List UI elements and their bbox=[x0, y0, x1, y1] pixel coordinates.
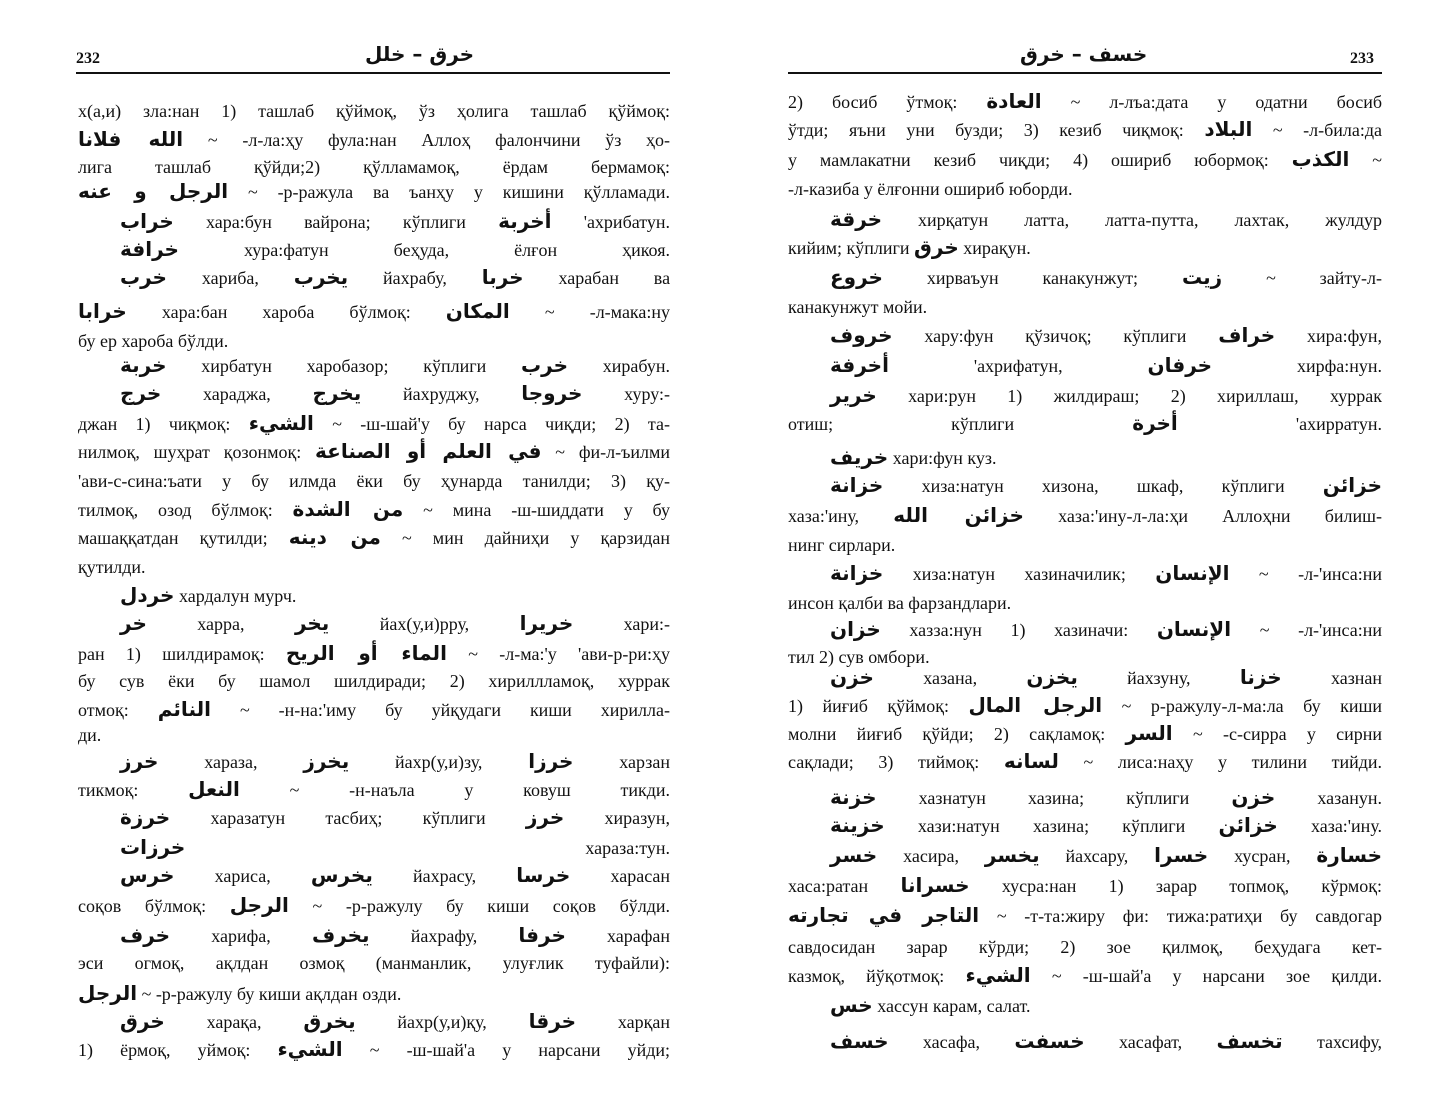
entry-line bbox=[78, 378, 670, 408]
translit-text: отмоқ: bbox=[78, 700, 129, 720]
translit-text: хазза:нун 1) хазиначи: bbox=[909, 620, 1129, 640]
entry-line bbox=[788, 870, 1382, 900]
translit-text: йахруджу, bbox=[403, 384, 480, 404]
arabic-word: الكذب bbox=[1291, 147, 1350, 171]
translit-text: хаза:'ину. bbox=[1310, 816, 1383, 836]
translit-text: нилмоқ, шуҳрат қозонмоқ: bbox=[78, 442, 302, 462]
translit-text: ~ -л-'инса:ни bbox=[1259, 620, 1383, 640]
entry-line bbox=[788, 614, 1382, 644]
arabic-word: خرير bbox=[830, 383, 877, 407]
translit-text: хасафат, bbox=[1119, 1032, 1183, 1052]
arabic-word: أخرة bbox=[1132, 411, 1178, 435]
translit-text: ~ -р-ражулу бу киши ақлдан озди. bbox=[141, 984, 402, 1004]
translit-text: соқов бўлмоқ: bbox=[78, 896, 207, 916]
entry-line bbox=[78, 1006, 670, 1036]
translit-text: хариба, bbox=[201, 268, 259, 288]
translit-text: машаққатдан қутилди; bbox=[78, 528, 268, 548]
translit-text: ~ зайту-л- bbox=[1266, 268, 1383, 288]
translit-text: ~ -р-ражула ва ъанҳу у кишини қўлламади. bbox=[247, 182, 671, 202]
translit-text: бу сув ёки бу шамол шилдиради; 2) хириллламоқ, хуррак bbox=[78, 671, 670, 691]
arabic-word: الرجل المال bbox=[968, 693, 1103, 717]
translit-text: хирқатун латта, латта-путта, лахтак, жулдур bbox=[918, 210, 1382, 230]
entry-line bbox=[78, 890, 670, 920]
translit-text: отиш; кўплиги bbox=[788, 414, 1015, 434]
entry-line bbox=[788, 350, 1382, 380]
translit-text: хуру:- bbox=[624, 384, 671, 404]
translit-text: ~ -н-на:'иму бу уйқудаги киши хирилла- bbox=[239, 700, 670, 720]
translit-text: йахсару, bbox=[1065, 846, 1129, 866]
arabic-word: يخسر bbox=[984, 843, 1040, 867]
arabic-word: خسارة bbox=[1316, 843, 1383, 867]
translit-text: хасира, bbox=[903, 846, 959, 866]
translit-text: ~ фи-л-ъилми bbox=[555, 442, 671, 462]
arabic-word: تخسف bbox=[1216, 1029, 1283, 1053]
translit-text: джан 1) чиқмоқ: bbox=[78, 414, 231, 434]
translit-text: ~ мина -ш-шиддати у бу bbox=[423, 500, 671, 520]
arabic-word: خر bbox=[120, 611, 147, 635]
translit-text: харазатун тасбиҳ; кўплиги bbox=[210, 808, 486, 828]
arabic-word: خروع bbox=[830, 265, 883, 289]
arabic-word: خراب bbox=[120, 209, 174, 233]
arabic-word: خرزة bbox=[120, 805, 171, 829]
entry-line bbox=[788, 718, 1382, 748]
entry-line bbox=[788, 960, 1382, 990]
arabic-word: خزائن bbox=[1218, 813, 1278, 837]
translit-text: хирваъун канакунжут; bbox=[926, 268, 1139, 288]
translit-text: тикмоқ: bbox=[78, 780, 139, 800]
translit-text: хаса:ратан bbox=[788, 876, 869, 896]
entry-line bbox=[78, 176, 670, 206]
translit-text: у мамлакатни кезиб чиқди; 4) ошириб юбормоқ: bbox=[788, 150, 1269, 170]
arabic-word: العادة bbox=[986, 89, 1042, 113]
arabic-word: الشيء bbox=[965, 963, 1031, 987]
arabic-word: خس bbox=[830, 993, 873, 1017]
entry-line bbox=[78, 774, 670, 804]
arabic-word: خسف bbox=[830, 1029, 889, 1053]
translit-text: ~ -с-сирра у сирни bbox=[1192, 724, 1383, 744]
arabic-word: خرقا bbox=[528, 1009, 577, 1033]
arabic-word: الرجل bbox=[229, 893, 289, 917]
arabic-word: خزن bbox=[1231, 785, 1276, 809]
entry-line bbox=[78, 802, 670, 832]
arabic-word: خرز bbox=[120, 749, 159, 773]
translit-text: ран 1) шилдирамоқ: bbox=[78, 644, 265, 664]
translit-text: сақлади; 3) тиймоқ: bbox=[788, 752, 980, 772]
arabic-word: خزنة bbox=[830, 785, 877, 809]
translit-text: харзан bbox=[619, 752, 670, 772]
translit-text: хари:рун 1) жилдираш; 2) хириллаш, хуррак bbox=[908, 386, 1383, 406]
translit-text: қутилди. bbox=[78, 557, 146, 577]
translit-text: хусран, bbox=[1234, 846, 1291, 866]
translit-text: лига ташлаб қўйди;2) қўлламамоқ, ёрдам бермамоқ: bbox=[78, 157, 670, 177]
page-number: 233 bbox=[1350, 50, 1374, 67]
arabic-word: خسفت bbox=[1014, 1029, 1085, 1053]
entry-line bbox=[788, 144, 1382, 174]
arabic-word: خرب bbox=[521, 353, 568, 377]
translit-text: хусра:нан 1) зарар топмоқ, кўрмоқ: bbox=[1001, 876, 1383, 896]
translit-text: харра, bbox=[197, 614, 245, 634]
translit-text: хари:- bbox=[623, 614, 671, 634]
entry-line bbox=[78, 948, 670, 978]
entry-line bbox=[788, 292, 1382, 322]
entry-line bbox=[788, 174, 1382, 204]
translit-text: йахр(у,и)қу, bbox=[397, 1012, 487, 1032]
arabic-word: خرب bbox=[120, 265, 167, 289]
arabic-word: خسرا bbox=[1154, 843, 1209, 867]
arabic-word: الشيء bbox=[248, 411, 314, 435]
arabic-word: خرفان bbox=[1147, 353, 1213, 377]
translit-text: хараджа, bbox=[202, 384, 271, 404]
translit-text: хирбатун харобазор; кўплиги bbox=[201, 356, 487, 376]
translit-text: бу ер хароба бўлди. bbox=[78, 331, 229, 351]
translit-text: хура:фатун беҳуда, ёлғон ҳикоя. bbox=[243, 240, 670, 260]
translit-text: -л-казиба у ёлғонни ошириб юборди. bbox=[788, 179, 1073, 199]
translit-text: хари:фун куз. bbox=[892, 448, 997, 468]
translit-text: 2) босиб ўтмоқ: bbox=[788, 92, 958, 112]
entry-line bbox=[78, 206, 670, 236]
entry-line bbox=[788, 114, 1382, 144]
header-rule bbox=[788, 72, 1382, 74]
entry-line bbox=[788, 900, 1382, 930]
arabic-word: الرجل bbox=[78, 981, 138, 1005]
translit-text: 1) ёрмоқ, уймоқ: bbox=[78, 1040, 251, 1060]
arabic-word: يخرب bbox=[293, 265, 349, 289]
translit-text: тил 2) сув омбори. bbox=[788, 647, 930, 667]
translit-text: хара:бун вайрона; кўплиги bbox=[206, 212, 466, 232]
translit-text: кийим; кўплиги bbox=[788, 238, 910, 258]
entry-line bbox=[788, 990, 1382, 1020]
translit-text: ~ л-лъа:дата у одатни босиб bbox=[1070, 92, 1383, 112]
page-number: 232 bbox=[76, 50, 100, 67]
entry-line bbox=[78, 262, 670, 292]
translit-text: х(а,и) зла:нан 1) ташлаб қўймоқ, ўз ҳолига ташлаб қўймоқ: bbox=[78, 101, 670, 121]
translit-text: хару:фун қўзичоқ; кўплиги bbox=[924, 326, 1187, 346]
arabic-word: خزنا bbox=[1239, 665, 1282, 689]
arabic-word: خزائن bbox=[1322, 473, 1382, 497]
translit-text: ~ bbox=[1372, 150, 1383, 170]
arabic-word: التاجر في تجارته bbox=[788, 903, 980, 927]
arabic-word: لسانه bbox=[1003, 749, 1059, 773]
entry-line bbox=[788, 662, 1382, 692]
translit-text: хиза:натун хизона, шкаф, кўплиги bbox=[921, 476, 1285, 496]
arabic-word: المكان bbox=[445, 299, 510, 323]
arabic-word: زيت bbox=[1181, 265, 1223, 289]
translit-text: хара:бан хароба бўлмоқ: bbox=[161, 302, 411, 322]
arabic-word: خرابا bbox=[78, 299, 127, 323]
arabic-word: في العلم أو الصناعة bbox=[315, 439, 542, 463]
translit-text: эси огмоқ, ақлдан озмоқ (манманлик, улуғлик туфайли): bbox=[78, 953, 670, 973]
translit-text: харасан bbox=[610, 866, 671, 886]
arabic-word: الإنسان bbox=[1156, 617, 1232, 641]
translit-text: харабан ва bbox=[558, 268, 671, 288]
translit-text: йахрасу, bbox=[413, 866, 477, 886]
running-head: خرق – خلل bbox=[365, 42, 475, 66]
translit-text: хази:натун хазина; кўплиги bbox=[917, 816, 1186, 836]
entry-line bbox=[788, 932, 1382, 962]
translit-text: ~ -л-била:да bbox=[1272, 120, 1383, 140]
arabic-word: خردل bbox=[120, 583, 175, 607]
translit-text: хаза:'ину, bbox=[788, 506, 860, 526]
translit-text: ~ -л-ма:'у 'ави-р-ри:ҳу bbox=[468, 644, 671, 664]
arabic-word: الله فلانا bbox=[78, 127, 184, 151]
entry-line bbox=[788, 204, 1382, 234]
translit-text: хассун карам, салат. bbox=[877, 996, 1031, 1016]
translit-text: 1) йиғиб қўймоқ: bbox=[788, 696, 949, 716]
translit-text: хасафа, bbox=[922, 1032, 981, 1052]
entry-line bbox=[78, 608, 670, 638]
entry-line bbox=[78, 234, 670, 264]
entry-line bbox=[78, 552, 670, 582]
translit-text: 'ахрифатун, bbox=[973, 356, 1063, 376]
entry-line bbox=[788, 840, 1382, 870]
translit-text: 'ахирратун. bbox=[1295, 414, 1383, 434]
entry-line bbox=[788, 782, 1382, 812]
arabic-word: يخرز bbox=[303, 749, 350, 773]
arabic-word: خرق bbox=[120, 1009, 165, 1033]
arabic-word: من الشدة bbox=[292, 497, 404, 521]
translit-text: хардалун мурч. bbox=[178, 586, 297, 606]
entry-line bbox=[788, 408, 1382, 438]
arabic-word: خربة bbox=[120, 353, 167, 377]
translit-text: тахсифу, bbox=[1316, 1032, 1383, 1052]
arabic-word: الماء أو الريح bbox=[285, 641, 447, 665]
entry-line bbox=[78, 466, 670, 496]
arabic-word: خريف bbox=[830, 445, 889, 469]
arabic-word: خرج bbox=[120, 381, 162, 405]
arabic-word: يخر bbox=[294, 611, 330, 635]
translit-text: 'ави-с-сина:ъати у бу илмда ёки бу ҳунарда танилди; 3) қу- bbox=[78, 471, 670, 491]
right-page bbox=[720, 0, 1440, 1114]
translit-text: ~ -л-'инса:ни bbox=[1258, 564, 1383, 584]
arabic-word: خرز bbox=[525, 805, 565, 829]
arabic-word: خروف bbox=[830, 323, 893, 347]
translit-text: нинг сирлари. bbox=[788, 535, 896, 555]
arabic-word: خرفا bbox=[518, 923, 566, 947]
arabic-word: يخرج bbox=[312, 381, 362, 405]
translit-text: тилмоқ, озод бўлмоқ: bbox=[78, 500, 273, 520]
arabic-word: خرقة bbox=[830, 207, 883, 231]
entry-line bbox=[78, 580, 670, 610]
arabic-word: خزن bbox=[830, 665, 874, 689]
arabic-word: الرجل و عنه bbox=[78, 179, 229, 203]
entry-line bbox=[788, 320, 1382, 350]
entry-line bbox=[78, 832, 670, 862]
entry-line bbox=[78, 124, 670, 154]
translit-text: харқан bbox=[617, 1012, 671, 1032]
arabic-word: خرق bbox=[914, 235, 959, 259]
entry-line bbox=[788, 86, 1382, 116]
entry-line bbox=[788, 810, 1382, 840]
arabic-word: خزينة bbox=[830, 813, 885, 837]
arabic-word: خرزات bbox=[120, 835, 186, 859]
entry-line bbox=[788, 470, 1382, 500]
arabic-word: يخرف bbox=[311, 923, 370, 947]
arabic-word: من دينه bbox=[288, 525, 381, 549]
arabic-word: خرف bbox=[120, 923, 171, 947]
arabic-word: السر bbox=[1125, 721, 1173, 745]
arabic-word: النعل bbox=[188, 777, 240, 801]
arabic-word: أخرفة bbox=[830, 353, 889, 377]
translit-text: ўтди; яъни уни бузди; 3) кезиб чиқмоқ: bbox=[788, 120, 1184, 140]
arabic-word: خريرا bbox=[519, 611, 574, 635]
translit-text: йахр(у,и)зу, bbox=[395, 752, 483, 772]
translit-text: ~ -л-мака:ну bbox=[544, 302, 671, 322]
translit-text: ~ р-ражулу-л-ма:ла бу киши bbox=[1121, 696, 1383, 716]
translit-text: хира:фун, bbox=[1307, 326, 1383, 346]
entry-line bbox=[78, 522, 670, 552]
translit-text: хиза:натун хазиначилик; bbox=[912, 564, 1126, 584]
entry-line bbox=[78, 1034, 670, 1064]
translit-text: ~ -л-ла:ҳу фула:нан Аллоҳ фалончини ўз ҳо- bbox=[207, 130, 671, 150]
arabic-word: خزان bbox=[830, 617, 881, 641]
translit-text: хиразун, bbox=[604, 808, 671, 828]
entry-line bbox=[78, 666, 670, 696]
entry-line bbox=[78, 350, 670, 380]
translit-text: хараза, bbox=[204, 752, 258, 772]
arabic-word: خسرانا bbox=[900, 873, 970, 897]
arabic-word: خرس bbox=[120, 863, 175, 887]
entry-line bbox=[788, 1026, 1382, 1056]
arabic-word: خرافة bbox=[120, 237, 179, 261]
arabic-word: الإنسان bbox=[1155, 561, 1230, 585]
translit-text: ~ -т-та:жиру фи: тижа:ратиҳи бу савдогар bbox=[996, 906, 1382, 926]
entry-line bbox=[78, 860, 670, 890]
arabic-word: خزانة bbox=[830, 561, 884, 585]
entry-line bbox=[788, 262, 1382, 292]
translit-text: хазнатун хазина; кўплиги bbox=[918, 788, 1190, 808]
translit-text: хараза:тун. bbox=[585, 838, 670, 858]
entry-line bbox=[788, 558, 1382, 588]
translit-text: хирабун. bbox=[602, 356, 670, 376]
arabic-word: يخرق bbox=[303, 1009, 356, 1033]
translit-text: хирфа:нун. bbox=[1296, 356, 1383, 376]
entry-line bbox=[78, 296, 670, 326]
arabic-word: النائم bbox=[157, 697, 211, 721]
translit-text: йахрабу, bbox=[383, 268, 447, 288]
entry-line bbox=[78, 978, 670, 1008]
entry-line bbox=[788, 500, 1382, 530]
entry-line bbox=[78, 746, 670, 776]
translit-text: йахрафу, bbox=[410, 926, 478, 946]
translit-text: хирақун. bbox=[963, 238, 1031, 258]
translit-text: ди. bbox=[78, 725, 102, 745]
arabic-word: الشيء bbox=[277, 1037, 343, 1061]
arabic-word: خزائن الله bbox=[893, 503, 1024, 527]
arabic-word: خراف bbox=[1218, 323, 1276, 347]
translit-text: ~ -н-наъла у ковуш тикди. bbox=[289, 780, 671, 800]
translit-text: хазанун. bbox=[1317, 788, 1383, 808]
translit-text: ~ лиса:наҳу у тилини тийди. bbox=[1083, 752, 1383, 772]
translit-text: йах(у,и)рру, bbox=[379, 614, 470, 634]
arabic-word: خروجا bbox=[521, 381, 583, 405]
entry-line bbox=[788, 232, 1382, 262]
translit-text: казмоқ, йўқотмоқ: bbox=[788, 966, 945, 986]
translit-text: ~ -ш-шай'а у нарсани уйди; bbox=[369, 1040, 670, 1060]
translit-text: харафан bbox=[607, 926, 671, 946]
arabic-word: خسر bbox=[830, 843, 878, 867]
entry-line bbox=[788, 690, 1382, 720]
translit-text: ~ -ш-шай'у бу нарса чиқди; 2) та- bbox=[332, 414, 670, 434]
translit-text: ~ -ш-шай'а у нарсани зое қилди. bbox=[1051, 966, 1382, 986]
translit-text: ~ -р-ражулу бу киши соқов бўлди. bbox=[312, 896, 671, 916]
translit-text: харифа, bbox=[211, 926, 271, 946]
entry-line bbox=[788, 746, 1382, 776]
arabic-word: خزانة bbox=[830, 473, 884, 497]
translit-text: харақа, bbox=[206, 1012, 262, 1032]
translit-text: йахзуну, bbox=[1127, 668, 1191, 688]
translit-text: хариса, bbox=[214, 866, 271, 886]
entry-line bbox=[78, 494, 670, 524]
running-head: خسف – خرق bbox=[1020, 42, 1148, 66]
arabic-word: خربا bbox=[481, 265, 524, 289]
arabic-word: خرسا bbox=[516, 863, 571, 887]
entry-line bbox=[78, 408, 670, 438]
translit-text: инсон қалби ва фарзандлари. bbox=[788, 593, 1012, 613]
entry-line bbox=[788, 530, 1382, 560]
translit-text: 'ахрибатун. bbox=[583, 212, 671, 232]
translit-text: хазана, bbox=[923, 668, 978, 688]
translit-text: канакунжут мойи. bbox=[788, 297, 928, 317]
arabic-word: يخرس bbox=[310, 863, 373, 887]
entry-line bbox=[78, 920, 670, 950]
entry-line bbox=[788, 380, 1382, 410]
translit-text: хазнан bbox=[1330, 668, 1383, 688]
translit-text: молни йиғиб қўйди; 2) сақламоқ: bbox=[788, 724, 1106, 744]
entry-line bbox=[78, 638, 670, 668]
header-rule bbox=[76, 72, 670, 74]
arabic-word: أخربة bbox=[498, 209, 552, 233]
entry-line bbox=[78, 96, 670, 126]
entry-line bbox=[788, 442, 1382, 472]
entry-line bbox=[78, 436, 670, 466]
translit-text: савдосидан зарар кўрди; 2) зое қилмоқ, беҳудага кет- bbox=[788, 937, 1382, 957]
arabic-word: البلاد bbox=[1204, 117, 1253, 141]
translit-text: хаза:'ину-л-ла:ҳи Аллоҳни билиш- bbox=[1058, 506, 1382, 526]
arabic-word: يخزن bbox=[1026, 665, 1078, 689]
translit-text: ~ мин дайниҳи у қарзидан bbox=[401, 528, 670, 548]
arabic-word: خرزا bbox=[528, 749, 574, 773]
